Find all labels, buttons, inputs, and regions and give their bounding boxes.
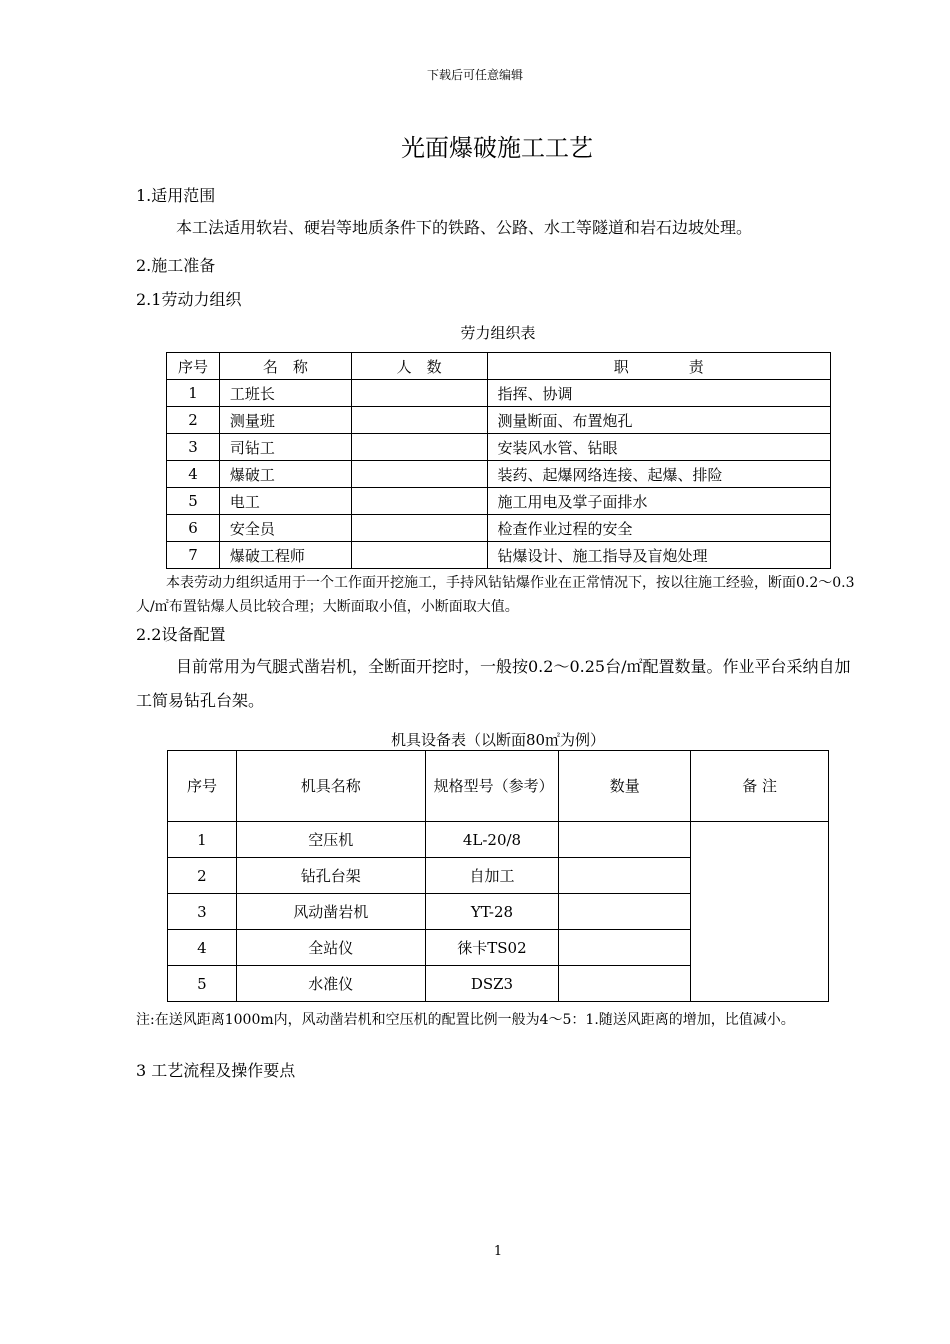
cell: 7 <box>167 542 220 569</box>
labor-table <box>166 352 831 569</box>
cell: 自加工 <box>425 858 559 894</box>
cell <box>559 894 691 930</box>
cell: 钻爆设计、施工指导及盲炮处理 <box>487 542 831 569</box>
header-cell: 数量 <box>559 751 691 822</box>
header-cell: 机具名称 <box>236 751 425 822</box>
cell <box>351 380 487 407</box>
cell: 钻孔台架 <box>236 858 425 894</box>
cell: 测量班 <box>219 407 351 434</box>
header-cell: 备 注 <box>691 751 829 822</box>
cell: 测量断面、布置炮孔 <box>487 407 831 434</box>
cell: 3 <box>168 894 237 930</box>
cell: 指挥、协调 <box>487 380 831 407</box>
header-cell: 人 数 <box>351 353 487 380</box>
equipment-table <box>167 750 829 1002</box>
cell: 爆破工 <box>219 461 351 488</box>
cell: 装药、起爆网络连接、起爆、排险 <box>487 461 831 488</box>
table-header-row <box>167 353 831 380</box>
cell: 工班长 <box>219 380 351 407</box>
page-header: 下载后可任意编辑 <box>426 68 523 82</box>
table-row <box>168 822 829 858</box>
section-3-heading: 3 工艺流程及操作要点 <box>136 1061 296 1080</box>
cell: 安全员 <box>219 515 351 542</box>
cell <box>351 434 487 461</box>
equipment-table-caption: 机具设备表（以断面80㎡为例） <box>390 731 606 749</box>
cell: 4L-20/8 <box>425 822 559 858</box>
cell: 5 <box>167 488 220 515</box>
cell: 6 <box>167 515 220 542</box>
table-row <box>167 488 831 515</box>
header-cell: 职 责 <box>487 353 831 380</box>
cell: 全站仪 <box>236 930 425 966</box>
table-row <box>167 380 831 407</box>
section-2-2-body: 目前常用为气腿式凿岩机，全断面开挖时，一般按0.2～0.25台/㎡配置数量。作业平台采纳自加工简易钻孔台架。 <box>136 657 851 710</box>
header-cell: 序号 <box>168 751 237 822</box>
cell: 空压机 <box>236 822 425 858</box>
cell: 施工用电及掌子面排水 <box>487 488 831 515</box>
cell: 水准仪 <box>236 966 425 1002</box>
page-number: 1 <box>493 1244 503 1259</box>
header-cell: 名 称 <box>219 353 351 380</box>
table-row <box>167 434 831 461</box>
cell: YT-28 <box>425 894 559 930</box>
section-1-body: 本工法适用软岩、硬岩等地质条件下的铁路、公路、水工等隧道和岩石边坡处理。 <box>176 218 753 237</box>
cell: 安装风水管、钻眼 <box>487 434 831 461</box>
cell: 司钻工 <box>219 434 351 461</box>
cell: 风动凿岩机 <box>236 894 425 930</box>
section-1-heading: 1.适用范围 <box>136 186 216 205</box>
cell <box>351 488 487 515</box>
cell: 1 <box>167 380 220 407</box>
remarks-cell <box>691 822 829 1002</box>
section-2-2-heading: 2.2设备配置 <box>136 625 226 644</box>
cell <box>559 966 691 1002</box>
cell <box>351 542 487 569</box>
labor-table-caption: 劳力组织表 <box>460 324 536 342</box>
cell: 检查作业过程的安全 <box>487 515 831 542</box>
labor-table-note: 本表劳动力组织适用于一个工作面开挖施工，手持风钻钻爆作业在正常情况下，按以往施工经验，断面0.2～0.3人/㎡布置钻爆人员比较合理；大断面取小值，小断面取大值。 <box>136 575 855 615</box>
cell <box>559 930 691 966</box>
cell <box>351 407 487 434</box>
cell: DSZ3 <box>425 966 559 1002</box>
header-cell: 序号 <box>167 353 220 380</box>
cell: 徕卡TS02 <box>425 930 559 966</box>
table-row <box>167 515 831 542</box>
table-row <box>167 542 831 569</box>
equipment-table-note: 注:在送风距离1000m内，风动凿岩机和空压机的配置比例一般为4～5：1.随送风距离的增加，比值减小。 <box>136 1012 795 1028</box>
document-title: 光面爆破施工工艺 <box>401 134 593 162</box>
cell <box>351 515 487 542</box>
cell: 4 <box>167 461 220 488</box>
cell: 电工 <box>219 488 351 515</box>
cell: 4 <box>168 930 237 966</box>
cell <box>559 822 691 858</box>
cell: 爆破工程师 <box>219 542 351 569</box>
table-row <box>167 461 831 488</box>
header-cell: 规格型号（参考） <box>425 751 559 822</box>
cell: 2 <box>168 858 237 894</box>
cell: 1 <box>168 822 237 858</box>
table-header-row <box>168 751 829 822</box>
cell: 3 <box>167 434 220 461</box>
section-2-1-heading: 2.1劳动力组织 <box>136 290 242 309</box>
cell: 5 <box>168 966 237 1002</box>
cell: 2 <box>167 407 220 434</box>
section-2-heading: 2.施工准备 <box>136 256 216 275</box>
table-row <box>167 407 831 434</box>
cell <box>559 858 691 894</box>
cell <box>351 461 487 488</box>
